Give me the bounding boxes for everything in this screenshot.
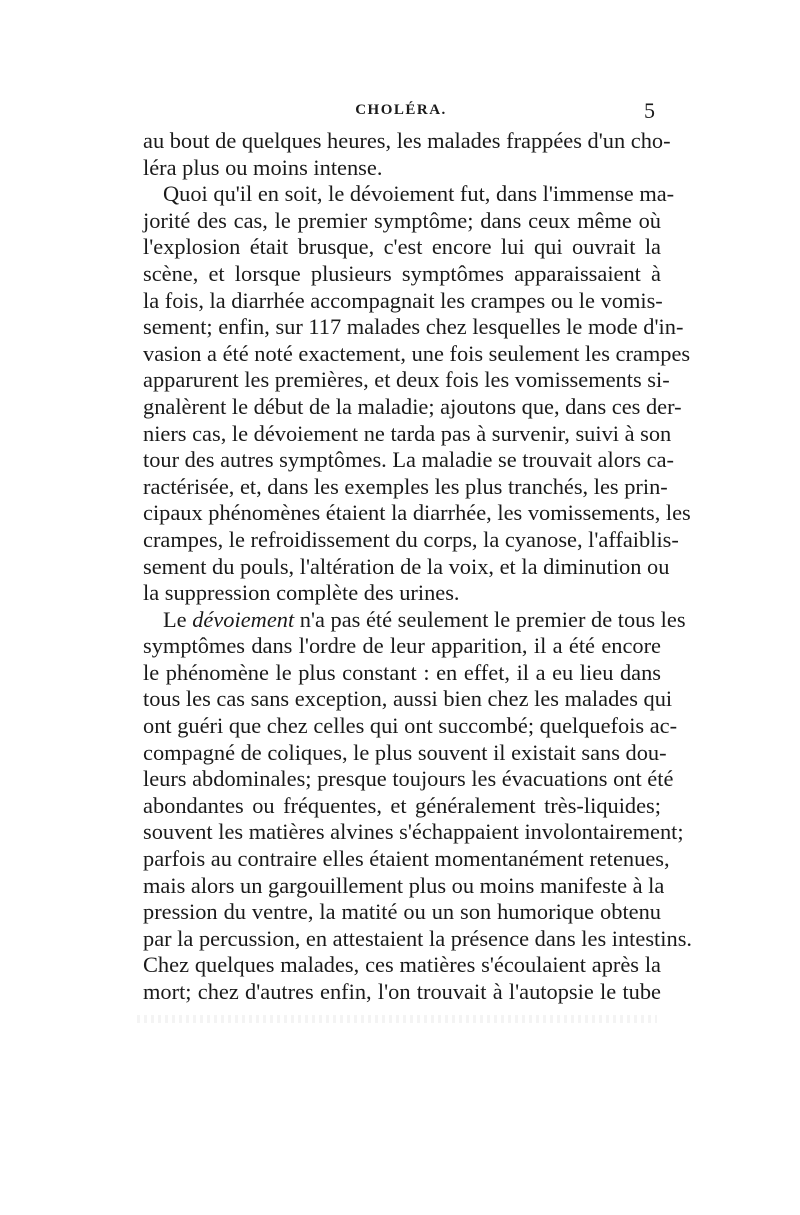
text-line: souvent les matières alvines s'échappaient involontairement;	[143, 819, 684, 845]
text-line: sement; enfin, sur 117 malades chez lesquelles le mode d'in-	[143, 314, 684, 340]
text-line: apparurent les premières, et deux fois les vomissements si-	[143, 367, 670, 393]
text-line: symptômes dans l'ordre de leur apparition, il a été encore	[143, 633, 661, 659]
lead-prefix: Le	[163, 606, 193, 632]
text-line: tour des autres symptômes. La maladie se trouvait alors ca-	[143, 447, 674, 473]
page-number: 5	[644, 98, 655, 123]
text-line: crampes, le refroidissement du corps, la cyanose, l'affaiblis-	[143, 526, 679, 552]
text-line: ractérisée, et, dans les exemples les plus tranchés, les prin-	[143, 473, 668, 499]
text-line: scène, et lorsque plusieurs symptômes apparaissaient à	[143, 260, 661, 286]
text-line: leurs abdominales; presque toujours les évacuations ont été	[143, 766, 674, 792]
lead-rest: n'a pas été seulement le premier de tous les	[294, 606, 686, 632]
show-through-bleed	[137, 1015, 657, 1023]
text-line: gnalèrent le début de la maladie; ajoutons que, dans ces der-	[143, 393, 682, 419]
paragraph-first-line: Quoi qu'il en soit, le dévoiement fut, dans l'immense ma-	[163, 181, 675, 207]
text-line: l'explosion était brusque, c'est encore lui qui ouvrait la	[143, 234, 661, 260]
text-line: tous les cas sans exception, aussi bien chez les malades qui	[143, 686, 673, 712]
text-line: sement du pouls, l'altération de la voix, et la diminution ou	[143, 553, 670, 579]
body-text	[143, 128, 693, 1006]
text-line: par la percussion, en attestaient la présence dans les intestins.	[143, 925, 693, 951]
text-line: cipaux phénomènes étaient la diarrhée, les vomissements, les	[143, 500, 691, 526]
text-line: niers cas, le dévoiement ne tarda pas à survenir, suivi à son	[143, 420, 672, 446]
text-line: la fois, la diarrhée accompagnait les crampes ou le vomis-	[143, 287, 663, 313]
running-head	[143, 98, 659, 126]
text-line: léra plus ou moins intense.	[143, 154, 383, 180]
text-line: jorité des cas, le premier symptôme; dans ceux même où	[143, 207, 661, 233]
text-line: la suppression complète des urines.	[143, 580, 460, 606]
text-line: Chez quelques malades, ces matières s'écoulaient après la	[143, 952, 661, 978]
text-line: pression du ventre, la matité ou un son humorique obtenu	[143, 899, 661, 925]
text-line: le phénomène le plus constant : en effet, il a eu lieu dans	[143, 659, 661, 685]
text-line: ont guéri que chez celles qui ont succombé; quelquefois ac-	[143, 713, 678, 739]
text-line: au bout de quelques heures, les malades frappées d'un cho-	[143, 128, 671, 153]
paragraph-first-line	[143, 606, 686, 634]
text-line: abondantes ou fréquentes, et généralement très-liquides;	[143, 792, 661, 818]
text-line: parfois au contraire elles étaient momentanément retenues,	[143, 846, 670, 872]
emphasized-term: dévoiement	[192, 606, 295, 632]
text-line: mais alors un gargouillement plus ou moins manifeste à la	[143, 872, 665, 898]
text-line: vasion a été noté exactement, une fois seulement les crampes	[143, 340, 691, 366]
running-title: CHOLÉRA.	[355, 102, 447, 118]
text-line: mort; chez d'autres enfin, l'on trouvait à l'autopsie le tube	[143, 979, 661, 1004]
text-line: compagné de coliques, le plus souvent il existait sans dou-	[143, 739, 667, 765]
